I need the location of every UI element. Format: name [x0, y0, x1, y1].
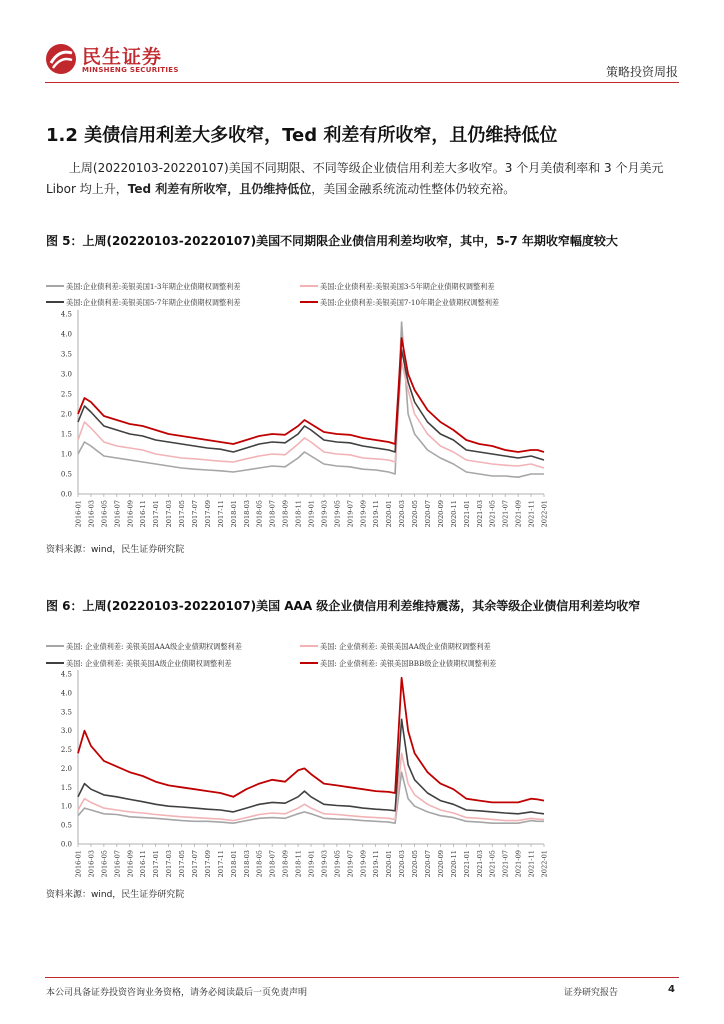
x-tick-label: 2017-07 [191, 500, 199, 528]
x-tick-label: 2020-11 [449, 500, 458, 528]
x-tick-label: 2021-09 [514, 500, 523, 528]
x-tick-label: 2020-05 [411, 500, 420, 528]
x-tick-label: 2017-07 [191, 850, 199, 878]
x-tick-label: 2019-05 [333, 850, 342, 878]
x-tick-label: 2020-03 [398, 500, 407, 528]
x-tick-label: 2019-07 [346, 850, 355, 878]
y-tick-label: 0.0 [60, 840, 72, 849]
x-tick-label: 2019-11 [372, 850, 381, 878]
x-tick-label: 2016-09 [126, 500, 135, 528]
x-tick-label: 2021-03 [475, 850, 484, 878]
x-tick-label: 2016-05 [100, 850, 109, 878]
x-tick-label: 2018-07 [268, 850, 277, 878]
x-tick-label: 2016-05 [100, 500, 109, 528]
x-tick-label: 2016-01 [74, 850, 83, 878]
x-tick-label: 2020-01 [385, 500, 394, 528]
x-tick-label: 2017-03 [165, 850, 174, 878]
legend-label: 美国:企业债利差:美银美国5-7年期企业债期权调整利差 [66, 298, 241, 307]
x-tick-label: 2017-11 [216, 850, 225, 878]
x-tick-label: 2016-09 [126, 850, 135, 878]
x-tick-label: 2017-01 [152, 500, 161, 528]
x-tick-label: 2018-03 [242, 500, 251, 528]
legend-item [300, 298, 499, 307]
y-tick-label: 3.5 [60, 708, 72, 717]
y-tick-label: 2.0 [60, 410, 72, 419]
figure-5-source: 资料来源：wind，民生证券研究院 [46, 545, 185, 555]
x-tick-label: 2018-01 [229, 500, 238, 528]
x-tick-label: 2017-01 [152, 850, 161, 878]
brand-name-cn: 民生证券 [82, 46, 163, 68]
legend-label: 美国: 企业债利差: 美银美国AAA级企业债期权调整利差 [66, 642, 242, 651]
figure-5-chart [44, 276, 556, 538]
x-tick-label: 2019-09 [359, 850, 368, 878]
x-tick-label: 2016-01 [74, 500, 83, 528]
section-title: 1.2 美债信用利差大多收窄，Ted 利差有所收窄，且仍维持低位 [46, 125, 558, 146]
x-tick-label: 2021-07 [501, 500, 510, 528]
footer-divider [45, 977, 679, 978]
x-tick-label: 2022-01 [540, 850, 549, 878]
x-tick-label: 2017-05 [178, 500, 187, 528]
legend-label: 美国: 企业债利差: 美银美国AA级企业债期权调整利差 [320, 642, 491, 651]
x-tick-label: 2017-09 [203, 500, 212, 528]
y-tick-label: 3.0 [60, 727, 72, 736]
x-tick-label: 2016-03 [87, 500, 96, 528]
brand-name-en: MINSHENG SECURITIES [82, 66, 179, 74]
x-tick-label: 2019-01 [307, 850, 316, 878]
figure-6-title: 图 6：上周(20220103-20220107)美国 AAA 级企业债信用利差维持震荡，其余等级企业债信用利差均收窄 [46, 599, 641, 613]
paragraph-emphasis: Ted 利差有所收窄，且仍维持低位 [127, 182, 312, 196]
x-tick-label: 2019-07 [346, 500, 355, 528]
x-tick-label: 2018-05 [255, 850, 264, 878]
x-tick-label: 2020-09 [436, 850, 445, 878]
x-tick-label: 2019-11 [372, 500, 381, 528]
y-tick-label: 4.0 [60, 689, 72, 698]
legend-label: 美国: 企业债利差: 美银美国BBB级企业债期权调整利差 [320, 659, 497, 668]
x-tick-label: 2016-03 [87, 850, 96, 878]
legend-item [300, 642, 491, 651]
x-tick-label: 2021-05 [488, 850, 497, 878]
x-tick-label: 2020-03 [398, 850, 407, 878]
figure-6-chart [44, 636, 556, 882]
series-line [78, 362, 544, 468]
minsheng-logo-icon [45, 43, 77, 75]
series-line [78, 350, 544, 460]
x-tick-label: 2018-05 [255, 500, 264, 528]
x-tick-label: 2021-01 [462, 850, 471, 878]
y-tick-label: 1.0 [60, 450, 72, 459]
x-tick-label: 2017-11 [216, 500, 225, 528]
x-tick-label: 2017-03 [165, 500, 174, 528]
x-tick-label: 2021-05 [488, 500, 497, 528]
x-tick-label: 2016-11 [139, 850, 148, 878]
y-tick-label: 2.5 [60, 390, 72, 399]
x-tick-label: 2016-11 [139, 500, 148, 528]
x-tick-label: 2019-03 [320, 850, 329, 878]
x-tick-label: 2018-03 [242, 850, 251, 878]
y-tick-label: 3.5 [60, 350, 72, 359]
series-line [78, 678, 544, 803]
legend-item [46, 298, 241, 307]
y-tick-label: 0.5 [60, 821, 72, 830]
x-tick-label: 2019-09 [359, 500, 368, 528]
x-tick-label: 2020-11 [449, 850, 458, 878]
paragraph-text-end: ，美国金融系统流动性整体仍较充裕。 [311, 182, 516, 196]
x-tick-label: 2020-09 [436, 500, 445, 528]
x-tick-label: 2018-11 [294, 500, 303, 528]
y-tick-label: 1.5 [60, 430, 72, 439]
y-tick-label: 0.5 [60, 470, 72, 479]
x-tick-label: 2021-03 [475, 500, 484, 528]
x-tick-label: 2016-07 [113, 850, 122, 878]
x-tick-label: 2018-01 [229, 850, 238, 878]
figure-5-title: 图 5：上周(20220103-20220107)美国不同期限企业债信用利差均收窄，其中，5-7 年期收窄幅度较大 [46, 234, 618, 248]
x-tick-label: 2017-09 [203, 850, 212, 878]
y-tick-label: 2.5 [60, 746, 72, 755]
x-tick-label: 2019-01 [307, 500, 316, 528]
y-tick-label: 2.0 [60, 764, 72, 773]
x-tick-label: 2020-05 [411, 850, 420, 878]
series-line [78, 322, 544, 477]
legend-item [300, 282, 495, 291]
x-tick-label: 2019-03 [320, 500, 329, 528]
y-tick-label: 1.5 [60, 783, 72, 792]
section-paragraph [46, 158, 678, 200]
x-tick-label: 2021-11 [527, 850, 536, 878]
x-tick-label: 2018-09 [281, 500, 290, 528]
x-tick-label: 2020-07 [424, 850, 432, 878]
y-tick-label: 1.0 [60, 802, 72, 811]
y-tick-label: 4.5 [60, 310, 72, 319]
series-line [78, 338, 544, 452]
legend-item [46, 659, 232, 668]
paragraph-text: 上周(20220103-20220107)美国不同期限、不同等级企业债信用利差大多收窄。3 个月美债利率和 3 个月美元 Libor 均上升， [46, 161, 664, 196]
x-tick-label: 2017-05 [178, 850, 187, 878]
x-tick-label: 2022-01 [540, 500, 549, 528]
x-tick-label: 2021-01 [462, 500, 471, 528]
y-tick-label: 3.0 [60, 370, 72, 379]
x-tick-label: 2018-07 [268, 500, 277, 528]
y-tick-label: 0.0 [60, 490, 72, 499]
y-tick-label: 4.5 [60, 670, 72, 679]
legend-label: 美国:企业债利差:美银美国7-10年期企业债期权调整利差 [320, 298, 500, 307]
x-tick-label: 2021-11 [527, 500, 536, 528]
legend-item [46, 642, 242, 651]
footer-disclaimer: 本公司具备证券投资咨询业务资格，请务必阅读最后一页免责声明 [46, 988, 308, 998]
legend-label: 美国:企业债利差:美银美国1-3年期企业债期权调整利差 [66, 282, 241, 291]
footer-report-kind: 证券研究报告 [564, 988, 619, 998]
x-tick-label: 2020-07 [424, 500, 432, 528]
legend-item [46, 282, 241, 291]
legend-label: 美国:企业债利差:美银美国3-5年期企业债期权调整利差 [320, 282, 495, 291]
legend-item [300, 659, 496, 668]
figure-6-source: 资料来源：wind，民生证券研究院 [46, 890, 185, 900]
legend-label: 美国: 企业债利差: 美银美国A级企业债期权调整利差 [66, 659, 232, 668]
x-tick-label: 2016-07 [113, 500, 122, 528]
x-tick-label: 2018-09 [281, 850, 290, 878]
x-tick-label: 2021-09 [514, 850, 523, 878]
x-tick-label: 2018-11 [294, 850, 303, 878]
y-tick-label: 4.0 [60, 330, 72, 339]
x-tick-label: 2019-05 [333, 500, 342, 528]
x-tick-label: 2021-07 [501, 850, 510, 878]
report-type: 策略投资周报 [605, 65, 678, 79]
header-divider [45, 82, 679, 83]
x-tick-label: 2020-01 [385, 850, 394, 878]
page-number: 4 [668, 984, 675, 995]
